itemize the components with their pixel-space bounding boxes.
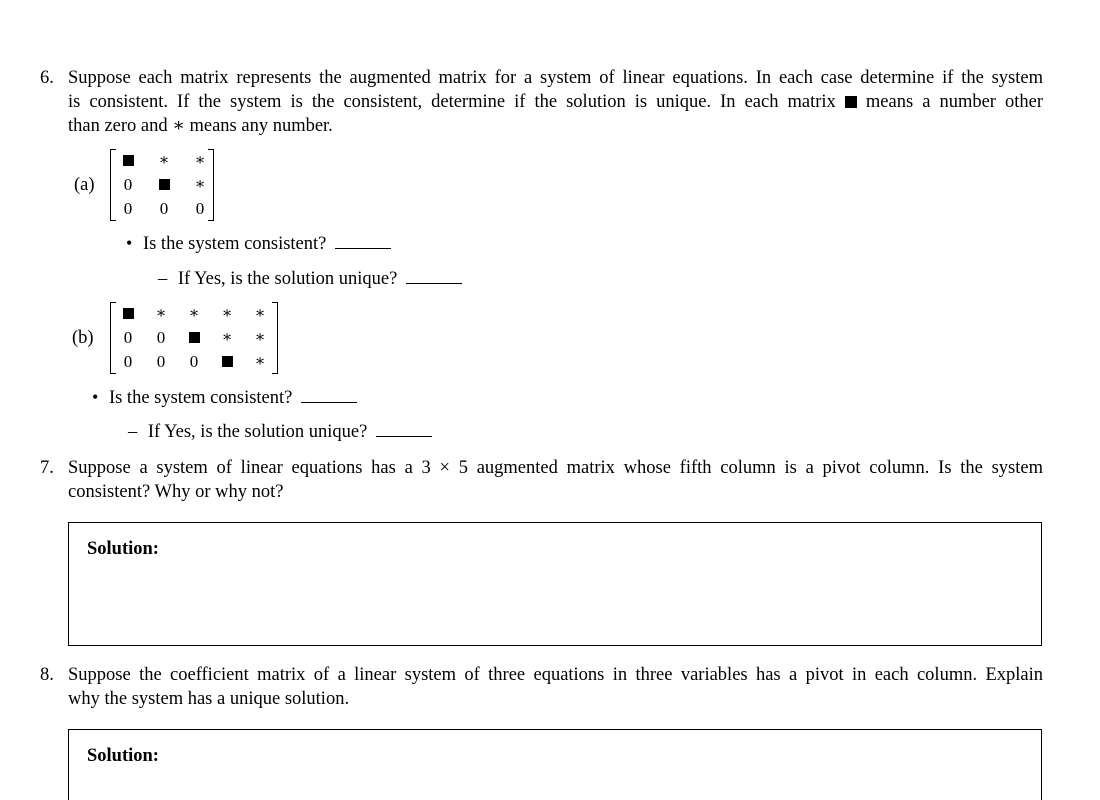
matrix-entry: 0 bbox=[189, 352, 199, 371]
part-a-consistent-item bbox=[126, 231, 391, 256]
part-b-consistent-answer-blank[interactable] bbox=[301, 388, 357, 403]
question-8-line-2: why the system has a unique solution. bbox=[68, 689, 350, 709]
part-b-consistent-question: Is the system consistent? bbox=[108, 388, 293, 408]
question-6-line-2: is consistent. If the system is the consistent, determine if the solution is unique. In each matrix means a number other bbox=[68, 92, 1044, 112]
bullet-icon: • bbox=[126, 233, 133, 253]
question-7-line-2: consistent? Why or why not? bbox=[68, 482, 284, 502]
bullet-icon: • bbox=[92, 387, 99, 407]
filled-square-symbol bbox=[845, 96, 857, 108]
matrix-entry bbox=[215, 352, 239, 372]
filled-square-symbol bbox=[123, 308, 134, 319]
matrix-entry: ∗ bbox=[254, 305, 266, 322]
question-8-number: 8. bbox=[40, 665, 54, 685]
matrix-entry: 0 bbox=[156, 328, 166, 347]
matrix-entry: 0 bbox=[123, 352, 133, 371]
part-b-unique-question: If Yes, is the solution unique? bbox=[147, 422, 368, 442]
part-b-unique-answer-blank[interactable] bbox=[376, 422, 432, 437]
question-8-solution-box[interactable] bbox=[68, 729, 1042, 800]
question-8-text bbox=[68, 663, 1043, 711]
matrix-entry: 0 bbox=[195, 199, 205, 218]
matrix-entry: ∗ bbox=[221, 329, 233, 346]
matrix-entry: 0 bbox=[123, 175, 133, 194]
question-7-text bbox=[68, 456, 1043, 504]
dash-icon: – bbox=[128, 422, 138, 442]
matrix-entry: ∗ bbox=[158, 152, 170, 169]
question-8-line-1: Suppose the coefficient matrix of a linear system of three equations in three variables has a pivot in each column. Explain bbox=[68, 665, 1043, 685]
right-bracket bbox=[272, 302, 278, 374]
filled-square-symbol bbox=[189, 332, 200, 343]
matrix-entry: ∗ bbox=[188, 305, 200, 322]
question-6-line-1: Suppose each matrix represents the augmented matrix for a system of linear equations. In each case determine if the system bbox=[68, 68, 1043, 88]
part-b-label: (b) bbox=[72, 328, 94, 348]
question-6-line-3: than zero and ∗ means any number. bbox=[68, 116, 333, 136]
matrix-entry: ∗ bbox=[221, 305, 233, 322]
solution-label: Solution: bbox=[87, 539, 159, 559]
matrix-entry: ∗ bbox=[194, 152, 206, 169]
matrix-entry: ∗ bbox=[254, 353, 266, 370]
filled-square-symbol bbox=[123, 155, 134, 166]
matrix-entry: 0 bbox=[123, 199, 133, 218]
matrix-entry: ∗ bbox=[194, 176, 206, 193]
question-7-number: 7. bbox=[40, 458, 54, 478]
matrix-entry: 0 bbox=[156, 352, 166, 371]
dash-icon: – bbox=[158, 269, 168, 289]
matrix-entry bbox=[116, 304, 140, 324]
part-a-consistent-answer-blank[interactable] bbox=[335, 234, 391, 249]
matrix-entry: ∗ bbox=[155, 305, 167, 322]
matrix-b bbox=[110, 302, 278, 374]
filled-square-symbol bbox=[222, 356, 233, 367]
part-a-unique-question: If Yes, is the solution unique? bbox=[177, 269, 398, 289]
matrix-entry: ∗ bbox=[254, 329, 266, 346]
question-7-solution-box[interactable] bbox=[68, 522, 1042, 646]
part-b-unique-item bbox=[128, 420, 432, 444]
part-a-unique-item bbox=[158, 267, 462, 291]
matrix-entry: 0 bbox=[123, 328, 133, 347]
part-a-label: (a) bbox=[74, 175, 95, 195]
matrix-entry: 0 bbox=[159, 199, 169, 218]
matrix-entry bbox=[182, 328, 206, 348]
part-a-consistent-question: Is the system consistent? bbox=[142, 234, 327, 254]
question-7-line-1: Suppose a system of linear equations has a 3 × 5 augmented matrix whose fifth column is a pivot column. Is the system bbox=[68, 458, 1043, 478]
matrix-a bbox=[110, 149, 214, 221]
question-6-text bbox=[68, 66, 1043, 138]
filled-square-symbol bbox=[159, 179, 170, 190]
part-b-consistent-item bbox=[92, 385, 357, 410]
matrix-entry bbox=[152, 175, 176, 195]
solution-label: Solution: bbox=[87, 746, 159, 766]
question-6-number: 6. bbox=[40, 68, 54, 88]
matrix-entry bbox=[116, 151, 140, 171]
part-a-unique-answer-blank[interactable] bbox=[406, 269, 462, 284]
